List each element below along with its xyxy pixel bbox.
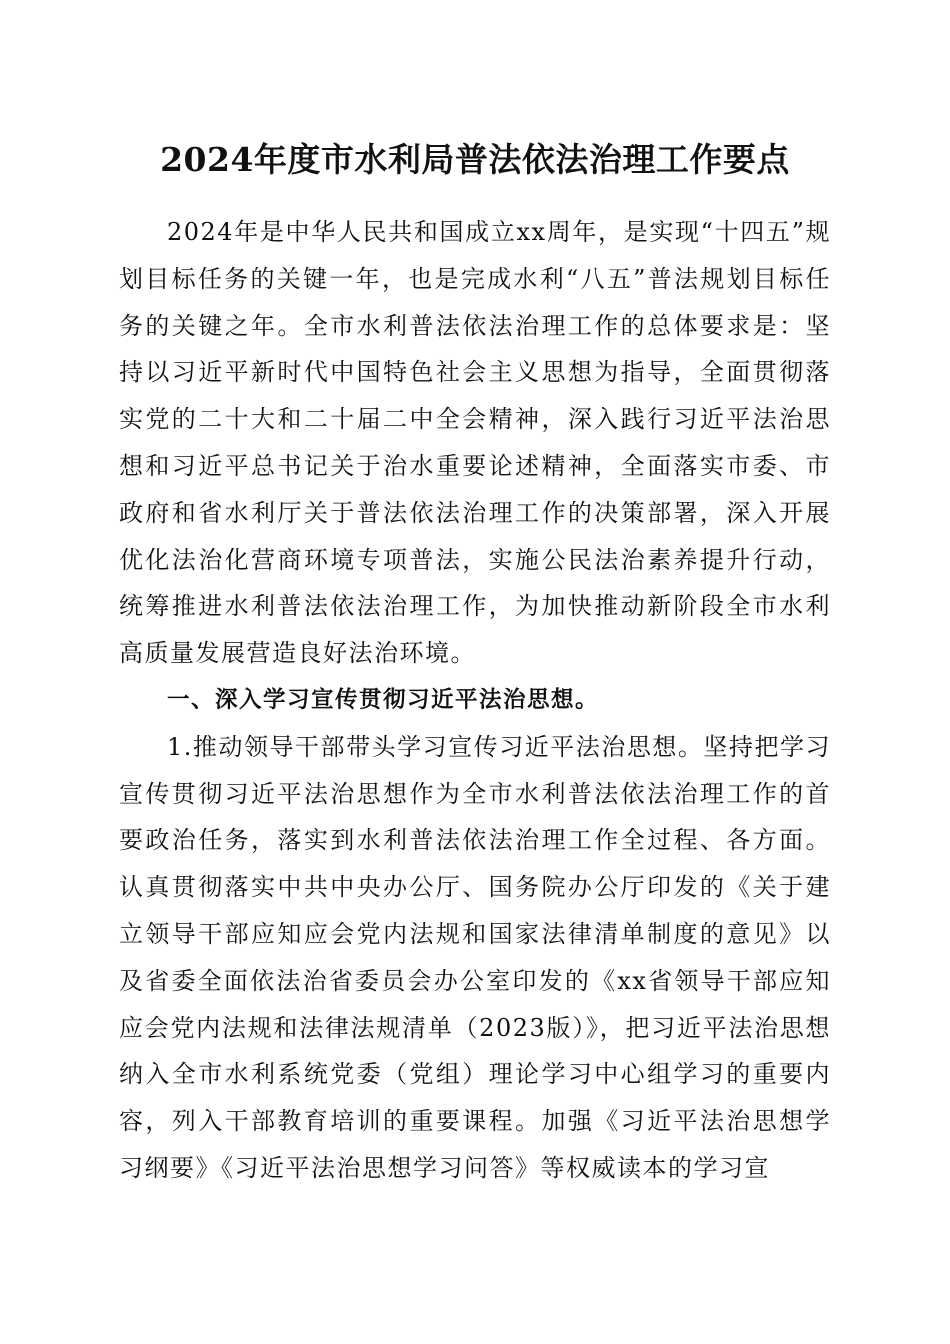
item-paragraph-1: 1.推动领导干部带头学习宣传习近平法治思想。坚持把学习宣传贯彻习近平法治思想作为全市水利普法依法治理工作的首要政治任务，落实到水利普法依法治理工作全过程、各方面。认真贯彻落实中共中央办公厅、国务院办公厅印发的《关于建立领导干部应知应会党内法规和国家法律清单制度的意见》以及省委全面依法治省委员会办公室印发的《xx省领导干部应知应会党内法规和法律法规清单（2023版）》，把习近平法治思想纳入全市水利系统党委（党组）理论学习中心组学习的重要内容，列入干部教育培训的重要课程。加强《习近平法治思想学习纲要》《习近平法治思想学习问答》等权威读本的学习宣	[119, 732, 831, 1182]
intro-paragraph: 2024年是中华人民共和国成立xx周年，是实现“十四五”规划目标任务的关键一年，也是完成水利“八五”普法规划目标任务的关键之年。全市水利普法依法治理工作的总体要求是：坚持以习近平新时代中国特色社会主义思想为指导，全面贯彻落实党的二十大和二十届二中全会精神，深入践行习近平法治思想和习近平总书记关于治水重要论述精神，全面落实市委、市政府和省水利厅关于普法依法治理工作的决策部署，深入开展优化法治化营商环境专项普法，实施公民法治素养提升行动，统筹推进水利普法依法治理工作，为加快推动新阶段全市水利高质量发展营造良好法治环境。	[119, 218, 831, 668]
document-title: 2024年度市水利局普法依法治理工作要点	[160, 140, 790, 179]
section-heading-1: 一、深入学习宣传贯彻习近平法治思想。	[167, 686, 600, 713]
document-body	[119, 209, 831, 1192]
